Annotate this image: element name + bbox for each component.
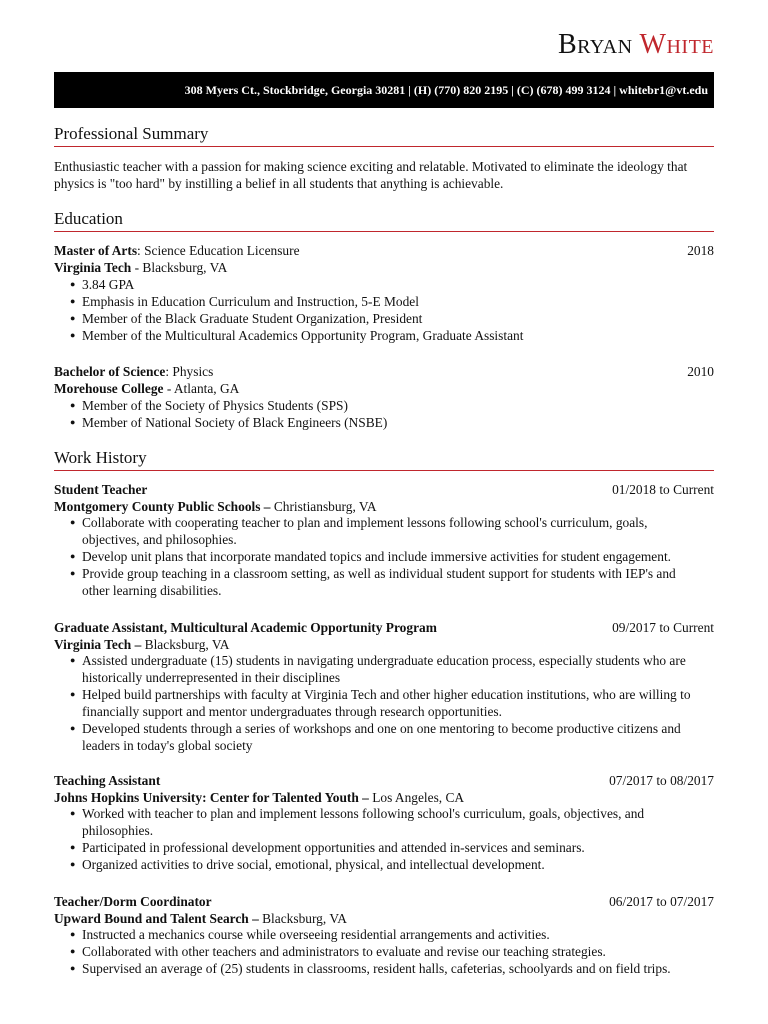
education-year: 2010 — [687, 364, 714, 379]
job-title: Teacher/Dorm Coordinator — [54, 894, 212, 909]
list-item: ● Worked with teacher to plan and implement lessons following school's curriculum, goals, objectives, and philosophies. — [54, 805, 714, 839]
job-dates: 06/2017 to 07/2017 — [609, 894, 714, 909]
list-item: ● Instructed a mechanics course while overseeing residential arrangements and activities. — [54, 926, 714, 943]
job-org-line — [54, 636, 714, 653]
education-year: 2018 — [687, 243, 714, 258]
field: : Physics — [165, 364, 214, 379]
list-item: ● Supervised an average of (25) students in classrooms, resident halls, cafeterias, schoolyards and on field trips. — [54, 960, 714, 977]
job-header — [54, 893, 714, 910]
school: Morehouse College — [54, 381, 164, 396]
summary-heading: Professional Summary — [54, 124, 714, 147]
list-item: ● Participated in professional development opportunities and attended in-services and seminars. — [54, 839, 714, 856]
job-org: Montgomery County Public Schools – — [54, 499, 271, 514]
list-item: ● Provide group teaching in a classroom setting, as well as individual student support for students with IEP's and other learning disabilities. — [54, 565, 714, 599]
list-item: ● Member of the Multicultural Academics Opportunity Program, Graduate Assistant — [54, 327, 714, 344]
list-item: ● Emphasis in Education Curriculum and Instruction, 5-E Model — [54, 293, 714, 310]
job-dates: 09/2017 to Current — [612, 620, 714, 635]
job-title: Teaching Assistant — [54, 773, 161, 788]
summary-line: physics is "too hard" by instilling a belief in all students that anything is achievable. — [54, 176, 504, 191]
job-title: Graduate Assistant, Multicultural Academic Opportunity Program — [54, 620, 437, 635]
education-entry-header — [54, 363, 714, 380]
job-header — [54, 481, 714, 498]
job-org: Virginia Tech – — [54, 637, 142, 652]
job-bullets — [54, 514, 714, 599]
summary-line: Enthusiastic teacher with a passion for making science exciting and relatable. Motivated to eliminate the ideology that — [54, 159, 688, 174]
work-heading: Work History — [54, 448, 714, 471]
school-line — [54, 259, 714, 276]
list-item: ● Helped build partnerships with faculty at Virginia Tech and other higher education institutions, who are willing to financially support and mentor undergraduates through research opportunities. — [54, 686, 714, 720]
education-bullets — [54, 397, 714, 431]
degree: Bachelor of Science — [54, 364, 166, 379]
degree-line — [54, 242, 300, 259]
last-name: White — [639, 29, 714, 60]
job-header — [54, 772, 714, 789]
job-dates: 07/2017 to 08/2017 — [609, 773, 714, 788]
school-location: - Atlanta, GA — [163, 381, 240, 396]
job-location: Blacksburg, VA — [141, 637, 230, 652]
school-location: - Blacksburg, VA — [131, 260, 228, 275]
degree-line — [54, 363, 213, 380]
school: Virginia Tech — [54, 260, 132, 275]
job-header — [54, 619, 714, 636]
list-item: ● Collaborated with other teachers and administrators to evaluate and revise our teaching strategies. — [54, 943, 714, 960]
job-org-line — [54, 789, 714, 806]
job-bullets — [54, 926, 714, 977]
list-item: ● Organized activities to drive social, emotional, physical, and intellectual development. — [54, 856, 714, 873]
candidate-name — [558, 30, 714, 61]
education-heading: Education — [54, 209, 714, 232]
list-item: ● Collaborate with cooperating teacher to plan and implement lessons following school's curriculum, goals, objectives, and philosophies. — [54, 514, 714, 548]
field: : Science Education Licensure — [137, 243, 300, 258]
job-org: Upward Bound and Talent Search – — [54, 911, 259, 926]
job-location: Blacksburg, VA — [258, 911, 347, 926]
job-bullets — [54, 805, 714, 873]
education-bullets — [54, 276, 714, 344]
summary-text — [54, 158, 714, 192]
education-entry-header — [54, 242, 714, 259]
list-item: ● 3.84 GPA — [54, 276, 714, 293]
job-bullets — [54, 652, 714, 754]
job-location: Los Angeles, CA — [368, 790, 465, 805]
first-name: Bryan — [558, 29, 633, 60]
job-dates: 01/2018 to Current — [612, 482, 714, 497]
degree: Master of Arts — [54, 243, 138, 258]
job-org: Johns Hopkins University: Center for Talented Youth – — [54, 790, 369, 805]
job-org-line — [54, 498, 714, 515]
list-item: ● Developed students through a series of workshops and one on one mentoring to become productive citizens and leaders in today's global society — [54, 720, 714, 754]
job-title: Student Teacher — [54, 482, 148, 497]
contact-bar — [54, 72, 714, 108]
list-item: ● Member of the Black Graduate Student Organization, President — [54, 310, 714, 327]
list-item: ● Develop unit plans that incorporate mandated topics and include immersive activities for student engagement. — [54, 548, 714, 565]
job-location: Christiansburg, VA — [270, 499, 377, 514]
school-line — [54, 380, 714, 397]
list-item: ● Member of the Society of Physics Students (SPS) — [54, 397, 714, 414]
list-item: ● Member of National Society of Black Engineers (NSBE) — [54, 414, 714, 431]
list-item: ● Assisted undergraduate (15) students in navigating undergraduate education process, especially students who are historically underrepresented in their disciplines — [54, 652, 714, 686]
job-org-line — [54, 910, 714, 927]
contact-info: 308 Myers Ct., Stockbridge, Georgia 30281 | (H) (770) 820 2195 | (C) (678) 499 3124 | whitebr1@vt.edu — [184, 82, 708, 97]
